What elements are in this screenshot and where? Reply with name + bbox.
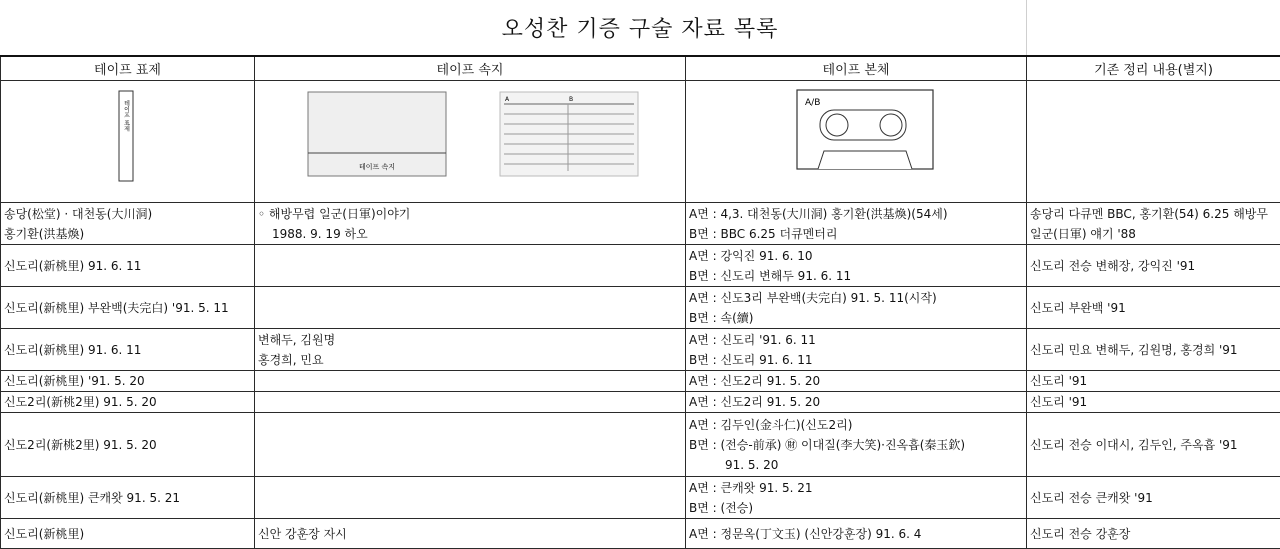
cell-tape-title[interactable] (1, 245, 255, 287)
table-row (1, 413, 1280, 477)
column-divider (1026, 0, 1027, 55)
cell-text: A면 : 신도3리 부완백(夫完白) 91. 5. 11(시작) (689, 288, 1023, 308)
cell-tape-insert[interactable] (255, 287, 686, 329)
cell-text: A면 : 신도2리 91. 5. 20 (689, 371, 1023, 391)
cell-text: 송당(松堂) · 대천동(大川洞) (4, 204, 251, 224)
cell-tape-title[interactable] (1, 477, 255, 519)
cell-tape-title[interactable] (1, 371, 255, 392)
cell-tape-insert[interactable] (255, 371, 686, 392)
cell-text: 신도리 '91 (1030, 392, 1277, 412)
cell-text: 신도리 부완백 '91 (1030, 298, 1277, 318)
cell-existing-notes[interactable] (1027, 371, 1280, 392)
cell-existing-notes[interactable] (1027, 287, 1280, 329)
tape-spine-image (1, 81, 255, 199)
cell-text: 송당리 다큐멘 BBC, 홍기환(54) 6.25 해방무 (1030, 204, 1277, 224)
cell-text: A면 : 큰캐왓 91. 5. 21 (689, 478, 1023, 498)
insert-side-a: A (505, 96, 510, 103)
column-header-tape-body[interactable]: 테이프 본체 (686, 56, 1027, 81)
cell-text: A면 : 김두인(金斗仁)(신도2리) (689, 415, 1023, 435)
tape-body-illustration-cell[interactable] (686, 81, 1027, 203)
cell-tape-title[interactable] (1, 392, 255, 413)
cell-text: 변해두, 김원명 (258, 330, 682, 350)
cell-tape-body[interactable] (686, 519, 1027, 549)
cell-text: A면 : 신도리 '91. 6. 11 (689, 330, 1023, 350)
table-row (1, 329, 1280, 371)
spine-text: 테이프 표제 (123, 99, 130, 133)
cell-tape-insert[interactable] (255, 519, 686, 549)
table-row (1, 477, 1280, 519)
cell-text: B면 : BBC 6.25 더큐멘터리 (689, 224, 1023, 244)
cell-tape-insert[interactable] (255, 477, 686, 519)
cell-text: 신도리 전승 큰캐왓 '91 (1030, 488, 1277, 508)
cell-text: A면 : 4,3. 대천동(大川洞) 홍기환(洪基煥)(54세) (689, 204, 1023, 224)
cell-text: 신도리(新桃里) 91. 6. 11 (4, 256, 251, 276)
cell-tape-body[interactable] (686, 392, 1027, 413)
cell-text: B면 : (전승-前承) ㊖ 이대질(李大笑)·진옥흡(秦玉欽) (689, 435, 1023, 455)
cell-existing-notes[interactable] (1027, 477, 1280, 519)
existing-notes-illustration-cell[interactable] (1027, 81, 1280, 203)
table-row (1, 245, 1280, 287)
cell-text: 신도리 민요 변해두, 김원명, 홍경희 '91 (1030, 340, 1277, 360)
cell-text: 신도2리(新桃2里) 91. 5. 20 (4, 435, 251, 455)
column-header-tape-insert[interactable]: 테이프 속지 (255, 56, 686, 81)
cell-text: B면 : 신도리 변해두 91. 6. 11 (689, 266, 1023, 286)
table-row (1, 203, 1280, 245)
cell-tape-insert[interactable] (255, 329, 686, 371)
insert-side-b: B (569, 96, 573, 103)
cell-text: 일군(日軍) 얘기 '88 (1030, 224, 1277, 244)
table-row (1, 287, 1280, 329)
tape-insert-illustration-cell[interactable] (255, 81, 686, 203)
cell-text: 신도리 전승 강훈장 (1030, 524, 1277, 544)
cell-existing-notes[interactable] (1027, 329, 1280, 371)
cell-tape-insert[interactable] (255, 392, 686, 413)
cell-tape-title[interactable] (1, 329, 255, 371)
cell-existing-notes[interactable] (1027, 203, 1280, 245)
insert-label: 테이프 속지 (359, 162, 395, 171)
cell-existing-notes[interactable] (1027, 519, 1280, 549)
archive-table (0, 55, 1280, 549)
cell-tape-insert[interactable] (255, 245, 686, 287)
cell-tape-body[interactable] (686, 413, 1027, 477)
cell-existing-notes[interactable] (1027, 392, 1280, 413)
cassette-label: A/B (805, 98, 820, 108)
cell-text: 홍기환(洪基煥) (4, 224, 251, 244)
cell-text: 신도리(新桃里) '91. 5. 20 (4, 371, 251, 391)
cell-text: 신도리(新桃里) 큰캐왓 91. 5. 21 (4, 488, 251, 508)
cell-text: 91. 5. 20 (689, 455, 1023, 475)
table-row (1, 519, 1280, 549)
cell-tape-title[interactable] (1, 413, 255, 477)
cell-tape-title[interactable] (1, 287, 255, 329)
cell-text: A면 : 신도2리 91. 5. 20 (689, 392, 1023, 412)
cell-tape-title[interactable] (1, 519, 255, 549)
cell-text: B면 : 속(續) (689, 308, 1023, 328)
cell-text: 신도리(新桃里) 91. 6. 11 (4, 340, 251, 360)
cell-tape-body[interactable] (686, 245, 1027, 287)
illustration-row (1, 81, 1280, 203)
tape-insert-image (255, 81, 686, 199)
cell-text: ◦ 해방무렵 일군(日軍)이야기 (258, 204, 682, 224)
cell-tape-insert[interactable] (255, 413, 686, 477)
page-title: 오성찬 기증 구술 자료 목록 (0, 0, 1280, 54)
cell-text: B면 : 신도리 91. 6. 11 (689, 350, 1023, 370)
cell-text: 신도리 '91 (1030, 371, 1277, 391)
tape-spine-illustration-cell[interactable] (1, 81, 255, 203)
table-row (1, 371, 1280, 392)
cell-text: 신도리(新桃里) (4, 524, 251, 544)
cell-text: 신안 강훈장 자시 (258, 524, 682, 544)
cell-existing-notes[interactable] (1027, 413, 1280, 477)
cell-text: 신도리 전승 이대시, 김두인, 주옥흡 '91 (1030, 435, 1277, 455)
cell-text: 1988. 9. 19 하오 (258, 224, 682, 244)
table-row (1, 392, 1280, 413)
cell-tape-body[interactable] (686, 287, 1027, 329)
cell-tape-title[interactable] (1, 203, 255, 245)
cell-text: A면 : 정문옥(丁文玉) (신안강훈장) 91. 6. 4 (689, 524, 1023, 544)
column-header-existing-notes[interactable]: 기존 정리 내용(별지) (1027, 56, 1280, 81)
cell-tape-body[interactable] (686, 477, 1027, 519)
cell-text: 신도리(新桃里) 부완백(夫完白) '91. 5. 11 (4, 298, 251, 318)
column-header-tape-title[interactable]: 테이프 표제 (1, 56, 255, 81)
cell-text: B면 : (전승) (689, 498, 1023, 518)
cell-text: 홍경희, 민요 (258, 350, 682, 370)
cell-text: 신도2리(新桃2里) 91. 5. 20 (4, 392, 251, 412)
header-row (1, 56, 1280, 81)
cell-tape-body[interactable] (686, 371, 1027, 392)
cassette-image (686, 81, 1027, 199)
cell-existing-notes[interactable] (1027, 245, 1280, 287)
cell-tape-body[interactable] (686, 203, 1027, 245)
cell-tape-insert[interactable] (255, 203, 686, 245)
cell-tape-body[interactable] (686, 329, 1027, 371)
cell-text: 신도리 전승 변해장, 강익진 '91 (1030, 256, 1277, 276)
cell-text: A면 : 강익진 91. 6. 10 (689, 246, 1023, 266)
